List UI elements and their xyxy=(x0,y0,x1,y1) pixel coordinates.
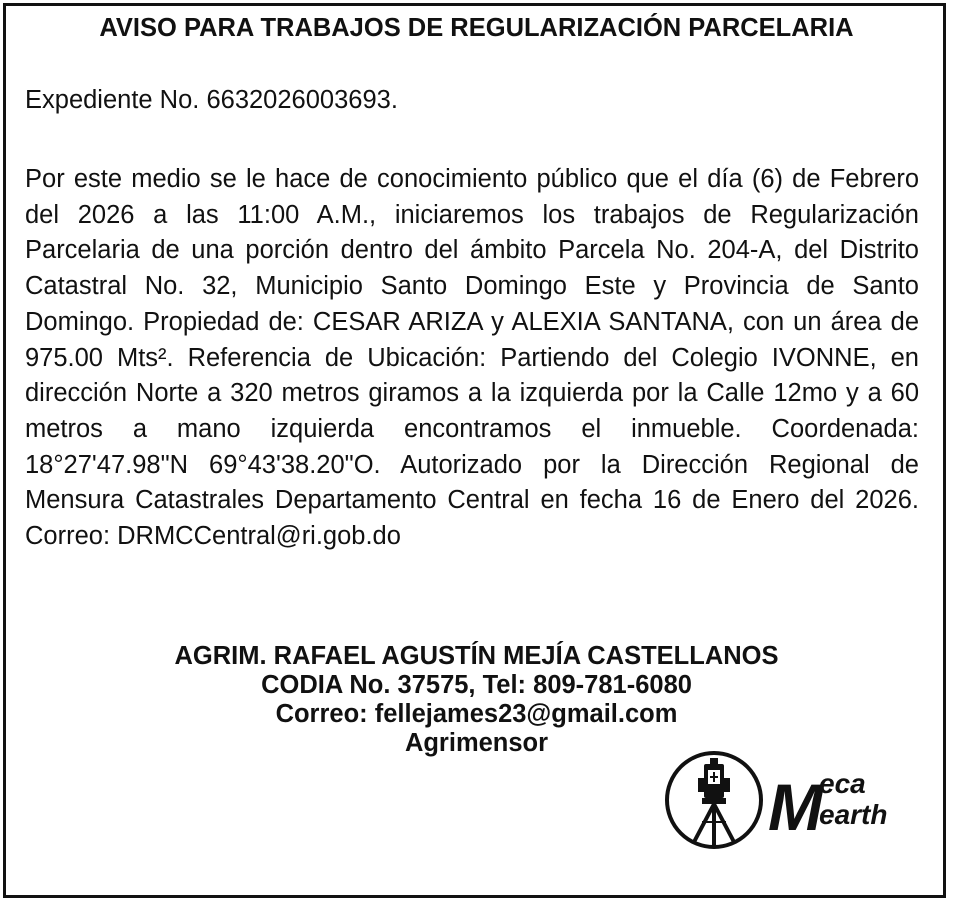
notice-title: AVISO PARA TRABAJOS DE REGULARIZACIÓN PARCELARIA xyxy=(99,14,854,42)
surveyor-role: Agrimensor xyxy=(404,729,549,757)
logo-line2: earth xyxy=(819,799,888,830)
codia-phone: CODIA No. 37575, Tel: 809-781-6080 xyxy=(261,671,692,699)
expediente-number: Expediente No. 6632026003693. xyxy=(25,86,398,114)
notice-body: Por este medio se le hace de conocimiento público que el día (6) de Febrero del 2026 a las 11:00 A.M., iniciaremos los trabajos de Regularización Parcelaria de una porción dentro del ámbito Parcela No. 204-A, del Distrito Catastral No. 32, Municipio Santo Domingo Este y Provincia de Santo Domingo. Propiedad de: CESAR ARIZA y ALEXIA SANTANA, con un área de 975.00 Mts². Referencia de Ubicación: Partiendo del Colegio IVONNE, en dirección Norte a 320 metros giramos a la izquierda por la Calle 12mo y a 60 metros a mano izquierda encontramos el inmueble. Coordenada: 18°27'47.98"N 69°43'38.20"O. Autorizado por la Dirección Regional de Mensura Catastrales Departamento Central en fecha 16 de Enero del 2026. Correo: DRMCCentral@ri.gob.do xyxy=(25,165,919,551)
surveyor-total-station-icon xyxy=(667,753,761,847)
meca-earth-logo xyxy=(664,748,904,852)
signature-block xyxy=(0,642,953,758)
surveyor-name: AGRIM. RAFAEL AGUSTÍN MEJÍA CASTELLANOS xyxy=(174,642,779,670)
surveyor-email: Correo: fellejames23@gmail.com xyxy=(275,700,678,728)
logo-line1: eca xyxy=(819,768,866,799)
logo-initial: M xyxy=(768,770,823,844)
